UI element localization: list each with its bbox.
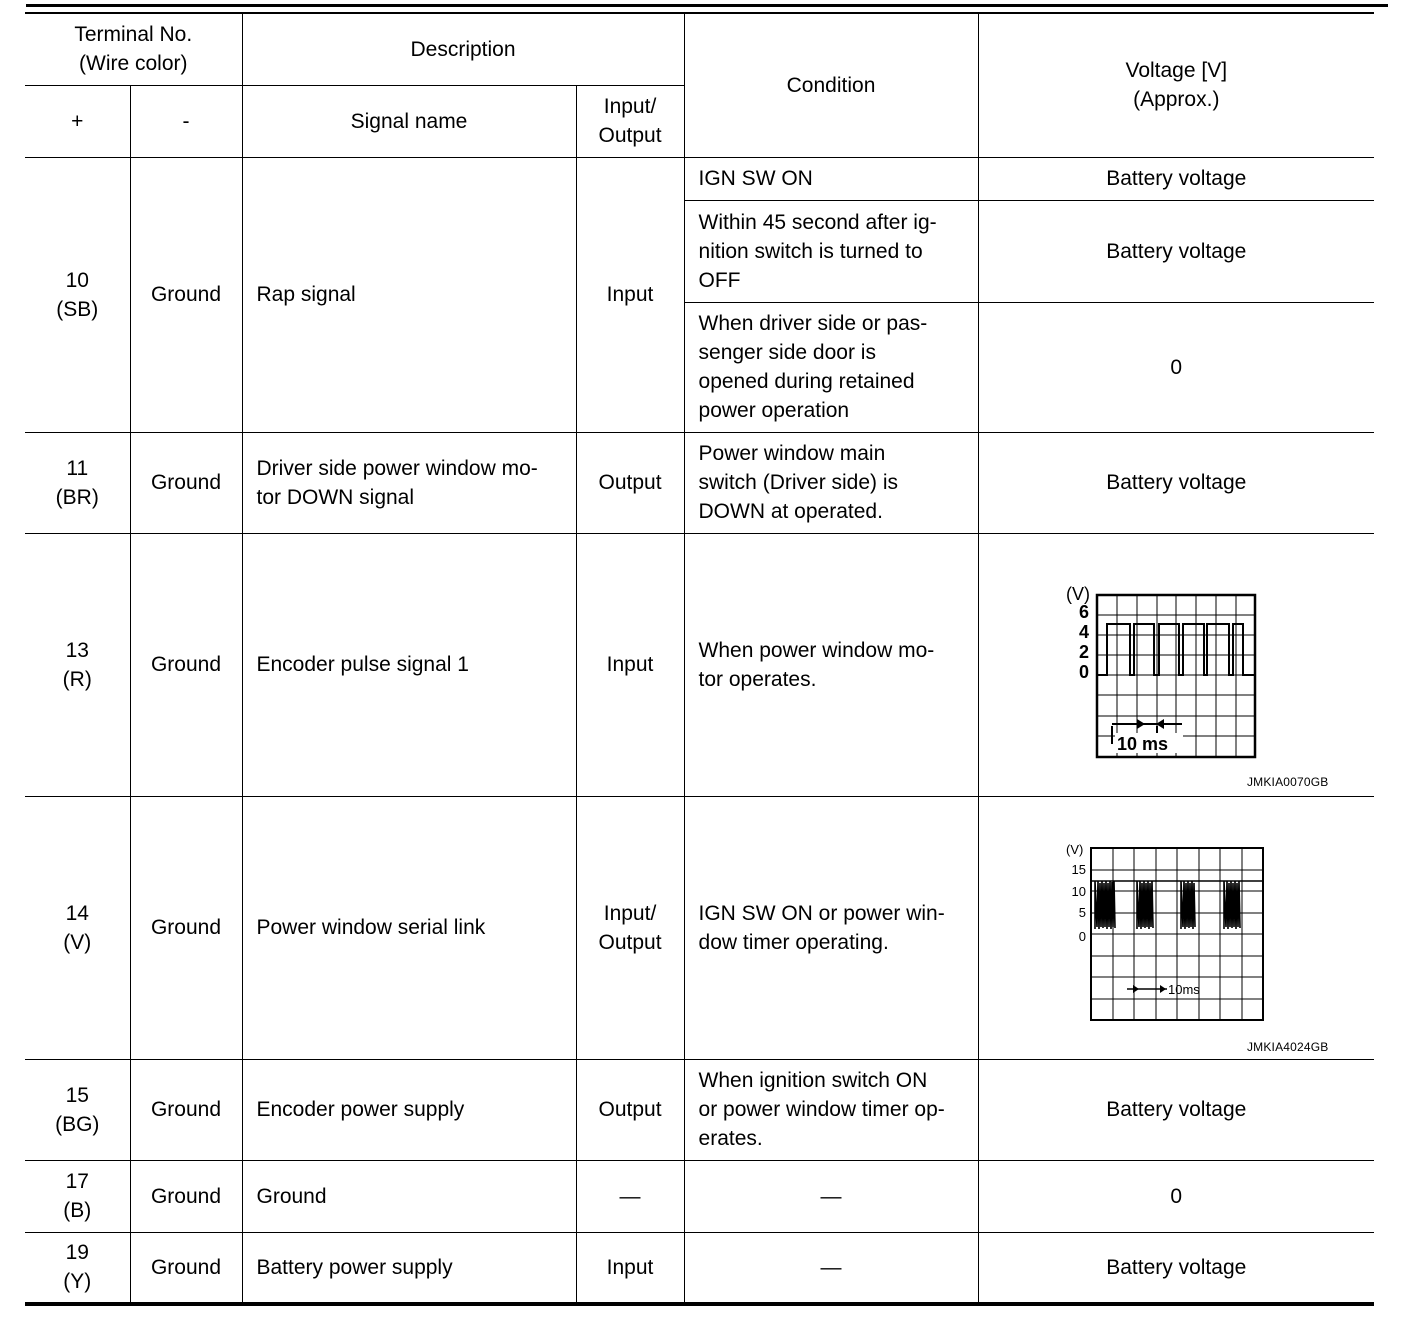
ground-cell: Ground	[130, 1059, 242, 1160]
figure-id: JMKIA4024GB	[1246, 1039, 1329, 1054]
waveform-tick-label: 6	[1078, 601, 1089, 622]
table-row	[25, 796, 1374, 1059]
condition-cell: IGN SW ON	[684, 157, 978, 200]
io-cell: Output	[576, 432, 684, 533]
voltage-cell: Battery voltage	[978, 432, 1374, 533]
waveform-unit-label: (V)	[1065, 841, 1083, 857]
table-row	[25, 1160, 1374, 1232]
serial-link-chart	[979, 797, 1375, 1059]
terminal-cell: 17 (B)	[25, 1160, 130, 1232]
top-rule	[26, 4, 1388, 7]
waveform-tick-label: 10	[1071, 883, 1086, 899]
plus-header: +	[25, 85, 130, 157]
condition-cell: IGN SW ON or power win- dow timer operating.	[684, 796, 978, 1059]
waveform-unit-label: (V)	[1065, 583, 1090, 604]
terminal-cell: 13 (R)	[25, 533, 130, 796]
signal-name-cell: Ground	[242, 1160, 576, 1232]
ground-cell: Ground	[130, 157, 242, 432]
header-row-1	[25, 13, 1374, 85]
input-output-header: Input/ Output	[576, 85, 684, 157]
terminal-cell: 15 (BG)	[25, 1059, 130, 1160]
voltage-cell: Battery voltage	[978, 157, 1374, 200]
condition-cell: —	[684, 1160, 978, 1232]
ground-cell: Ground	[130, 533, 242, 796]
terminal-cell: 11 (BR)	[25, 432, 130, 533]
table-row	[25, 157, 1374, 200]
description-header: Description	[242, 13, 684, 85]
condition-cell: When ignition switch ON or power window timer op- erates.	[684, 1059, 978, 1160]
signal-name-cell: Battery power supply	[242, 1232, 576, 1304]
waveform-cell	[978, 533, 1374, 796]
io-cell: —	[576, 1160, 684, 1232]
condition-cell: When power window mo- tor operates.	[684, 533, 978, 796]
waveform-tick-label: 5	[1078, 904, 1086, 920]
waveform-tick-label: 4	[1078, 621, 1089, 642]
waveform-time-label: 10ms	[1167, 981, 1200, 997]
table-row	[25, 1059, 1374, 1160]
io-cell: Output	[576, 1059, 684, 1160]
serial-link-waveform	[979, 797, 1375, 1059]
signal-name-cell: Encoder power supply	[242, 1059, 576, 1160]
signal-name-cell: Rap signal	[242, 157, 576, 432]
voltage-cell: Battery voltage	[978, 1059, 1374, 1160]
io-cell: Input	[576, 533, 684, 796]
waveform-tick-label: 0	[1078, 928, 1086, 944]
minus-header: -	[130, 85, 242, 157]
terminal-cell: 10 (SB)	[25, 157, 130, 432]
encoder-pulse-chart	[979, 534, 1375, 796]
voltage-cell: 0	[978, 1160, 1374, 1232]
condition-cell: When driver side or pas- senger side door is opened during retained power operation	[684, 302, 978, 432]
table-row	[25, 432, 1374, 533]
terminal-no-header: Terminal No. (Wire color)	[25, 13, 242, 85]
waveform-time-label: 10 ms	[1116, 733, 1168, 754]
terminal-cell: 14 (V)	[25, 796, 130, 1059]
condition-cell: Within 45 second after ig- nition switch is turned to OFF	[684, 200, 978, 302]
condition-cell: —	[684, 1232, 978, 1304]
io-cell: Input	[576, 1232, 684, 1304]
io-cell: Input/ Output	[576, 796, 684, 1059]
terminal-cell: 19 (Y)	[25, 1232, 130, 1304]
ground-cell: Ground	[130, 432, 242, 533]
waveform-tick-label: 0	[1078, 661, 1089, 682]
waveform-cell	[978, 796, 1374, 1059]
waveform-tick-label: 15	[1071, 861, 1086, 877]
signal-name-cell: Driver side power window mo- tor DOWN signal	[242, 432, 576, 533]
signal-name-cell: Encoder pulse signal 1	[242, 533, 576, 796]
voltage-cell: Battery voltage	[978, 1232, 1374, 1304]
table-row	[25, 533, 1374, 796]
signal-name-header: Signal name	[242, 85, 576, 157]
encoder-pulse-waveform	[979, 534, 1375, 796]
voltage-cell: Battery voltage	[978, 200, 1374, 302]
ground-cell: Ground	[130, 796, 242, 1059]
table-row	[25, 1232, 1374, 1304]
waveform-tick-label: 2	[1078, 641, 1089, 662]
voltage-header: Voltage [V] (Approx.)	[978, 13, 1374, 157]
condition-cell: Power window main switch (Driver side) is DOWN at operated.	[684, 432, 978, 533]
ground-cell: Ground	[130, 1160, 242, 1232]
signal-name-cell: Power window serial link	[242, 796, 576, 1059]
voltage-cell: 0	[978, 302, 1374, 432]
terminal-spec-table	[25, 12, 1374, 1306]
figure-id: JMKIA0070GB	[1246, 774, 1329, 789]
condition-header: Condition	[684, 13, 978, 157]
io-cell: Input	[576, 157, 684, 432]
ground-cell: Ground	[130, 1232, 242, 1304]
